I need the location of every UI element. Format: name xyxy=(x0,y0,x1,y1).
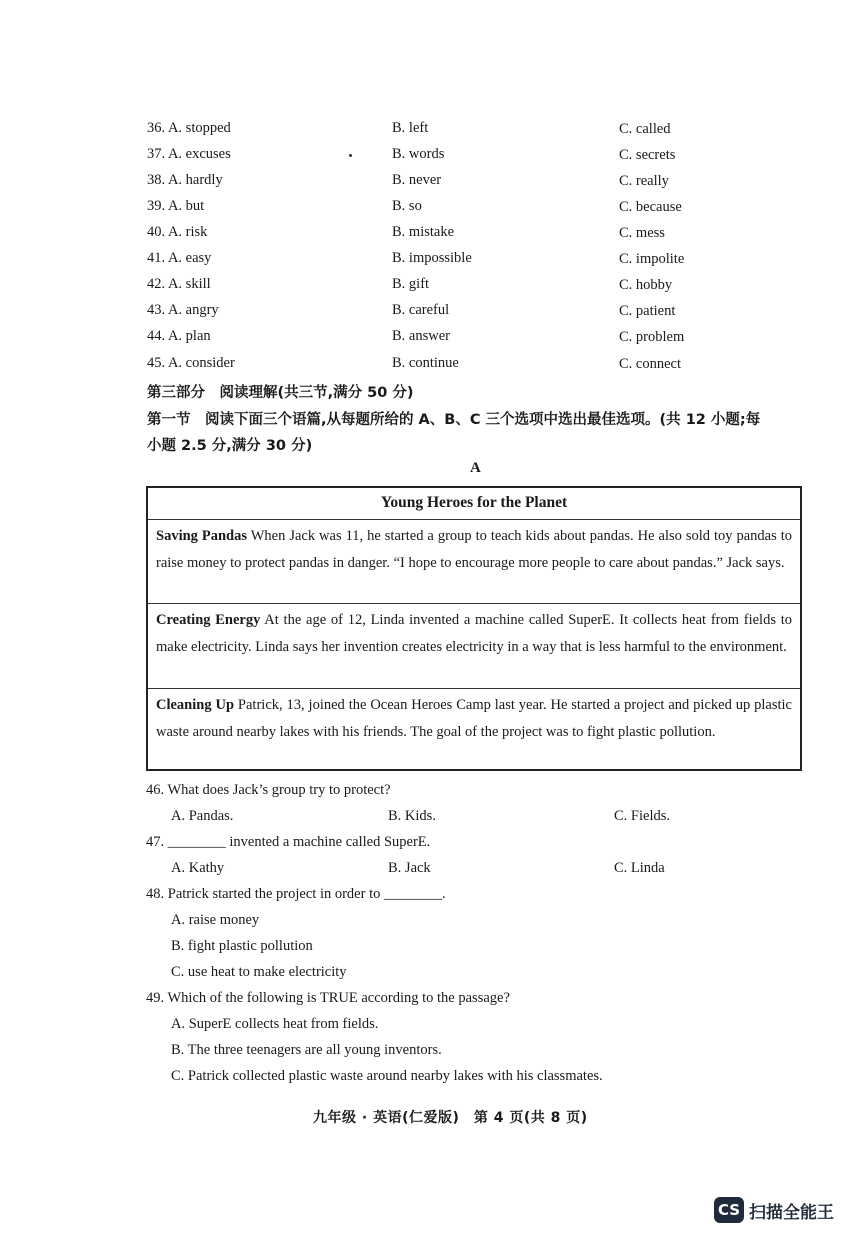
entry-heading: Creating Energy xyxy=(156,612,261,628)
entry-heading: Saving Pandas xyxy=(156,528,248,544)
camscanner-logo-icon: CS xyxy=(714,1197,744,1223)
scanner-watermark xyxy=(714,1197,834,1223)
option-39-a: 39. A. but xyxy=(147,198,205,214)
option-36-a: 36. A. stopped xyxy=(147,120,231,136)
option-40-b: B. mistake xyxy=(392,224,455,240)
question-48-option-b: B. fight plastic pollution xyxy=(171,938,313,954)
passage-label: A xyxy=(470,460,481,476)
option-38-a: 38. A. hardly xyxy=(147,172,223,188)
option-44-a: 44. A. plan xyxy=(147,328,211,344)
option-41-c: C. impolite xyxy=(619,251,685,267)
option-45-b: B. continue xyxy=(392,355,459,371)
entry-cleaning-up xyxy=(148,688,800,771)
option-42-a: 42. A. skill xyxy=(147,276,211,292)
option-36-c: C. called xyxy=(619,121,671,137)
option-37-a: 37. A. excuses xyxy=(147,146,231,162)
page-footer: 九年级 · 英语(仁爱版) 第 4 页(共 8 页) xyxy=(313,1110,588,1126)
entry-creating-energy xyxy=(148,603,800,688)
question-46-option-b: B. Kids. xyxy=(388,808,436,824)
option-43-a: 43. A. angry xyxy=(147,302,219,318)
entry-text: At the age of 12, Linda invented a machine called SuperE. It collects heat from fields to make electricity. Linda says her invention creates electricity in a way that is less harmful to the environment. xyxy=(156,612,792,655)
passage-box xyxy=(146,486,802,771)
question-46-option-c: C. Fields. xyxy=(614,808,670,824)
option-38-c: C. really xyxy=(619,173,669,189)
question-47-option-a: A. Kathy xyxy=(171,860,225,876)
question-48-option-c: C. use heat to make electricity xyxy=(171,964,347,980)
option-43-c: C. patient xyxy=(619,303,676,319)
entry-text: Patrick, 13, joined the Ocean Heroes Camp last year. He started a project and picked up plastic waste around nearby lakes with his friends. The goal of the project was to fight plastic pollution. xyxy=(156,697,792,740)
option-41-a: 41. A. easy xyxy=(147,250,212,266)
option-44-c: C. problem xyxy=(619,329,685,345)
option-42-b: B. gift xyxy=(392,276,430,292)
option-41-b: B. impossible xyxy=(392,250,472,266)
option-36-b: B. left xyxy=(392,120,429,136)
question-49-option-b: B. The three teenagers are all young inventors. xyxy=(171,1042,442,1058)
question-47-option-b: B. Jack xyxy=(388,860,431,876)
question-48-option-a: A. raise money xyxy=(171,912,260,928)
option-38-b: B. never xyxy=(392,172,442,188)
option-37-c: C. secrets xyxy=(619,147,676,163)
question-46-stem: 46. What does Jack’s group try to protect? xyxy=(146,782,391,798)
question-47-stem: 47. ________ invented a machine called SuperE. xyxy=(146,834,431,850)
entry-heading: Cleaning Up xyxy=(156,697,235,713)
watermark-text: 扫描全能王 xyxy=(749,1202,834,1223)
question-46-option-a: A. Pandas. xyxy=(171,808,234,824)
section1-instructions-line2: 小题 2.5 分,满分 30 分) xyxy=(147,438,313,454)
option-43-b: B. careful xyxy=(392,302,450,318)
option-37-b: B. words xyxy=(392,146,445,162)
question-49-stem: 49. Which of the following is TRUE according to the passage? xyxy=(146,990,510,1006)
option-40-c: C. mess xyxy=(619,225,665,241)
stray-dot xyxy=(349,154,352,157)
option-40-a: 40. A. risk xyxy=(147,224,208,240)
section1-instructions-line1: 第一节 阅读下面三个语篇,从每题所给的 A、B、C 三个选项中选出最佳选项。(共 12 小题;每 xyxy=(147,412,761,428)
option-44-b: B. answer xyxy=(392,328,450,344)
passage-title: Young Heroes for the Planet xyxy=(380,494,568,511)
entry-text: When Jack was 11, he started a group to teach kids about pandas. He also sold toy pandas to raise money to protect pandas in danger. “I hope to encourage more people to care about pandas.” Jack says. xyxy=(156,528,792,571)
option-45-c: C. connect xyxy=(619,356,682,372)
question-49-option-a: A. SuperE collects heat from fields. xyxy=(171,1016,379,1032)
entry-saving-pandas xyxy=(148,519,800,603)
option-42-c: C. hobby xyxy=(619,277,673,293)
question-48-stem: 48. Patrick started the project in order to ________. xyxy=(146,886,446,902)
question-47-option-c: C. Linda xyxy=(614,860,665,876)
part3-heading: 第三部分 阅读理解(共三节,满分 50 分) xyxy=(147,385,414,401)
option-39-b: B. so xyxy=(392,198,422,214)
question-49-option-c: C. Patrick collected plastic waste around nearby lakes with his classmates. xyxy=(171,1068,603,1084)
option-45-a: 45. A. consider xyxy=(147,355,235,371)
option-39-c: C. because xyxy=(619,199,682,215)
